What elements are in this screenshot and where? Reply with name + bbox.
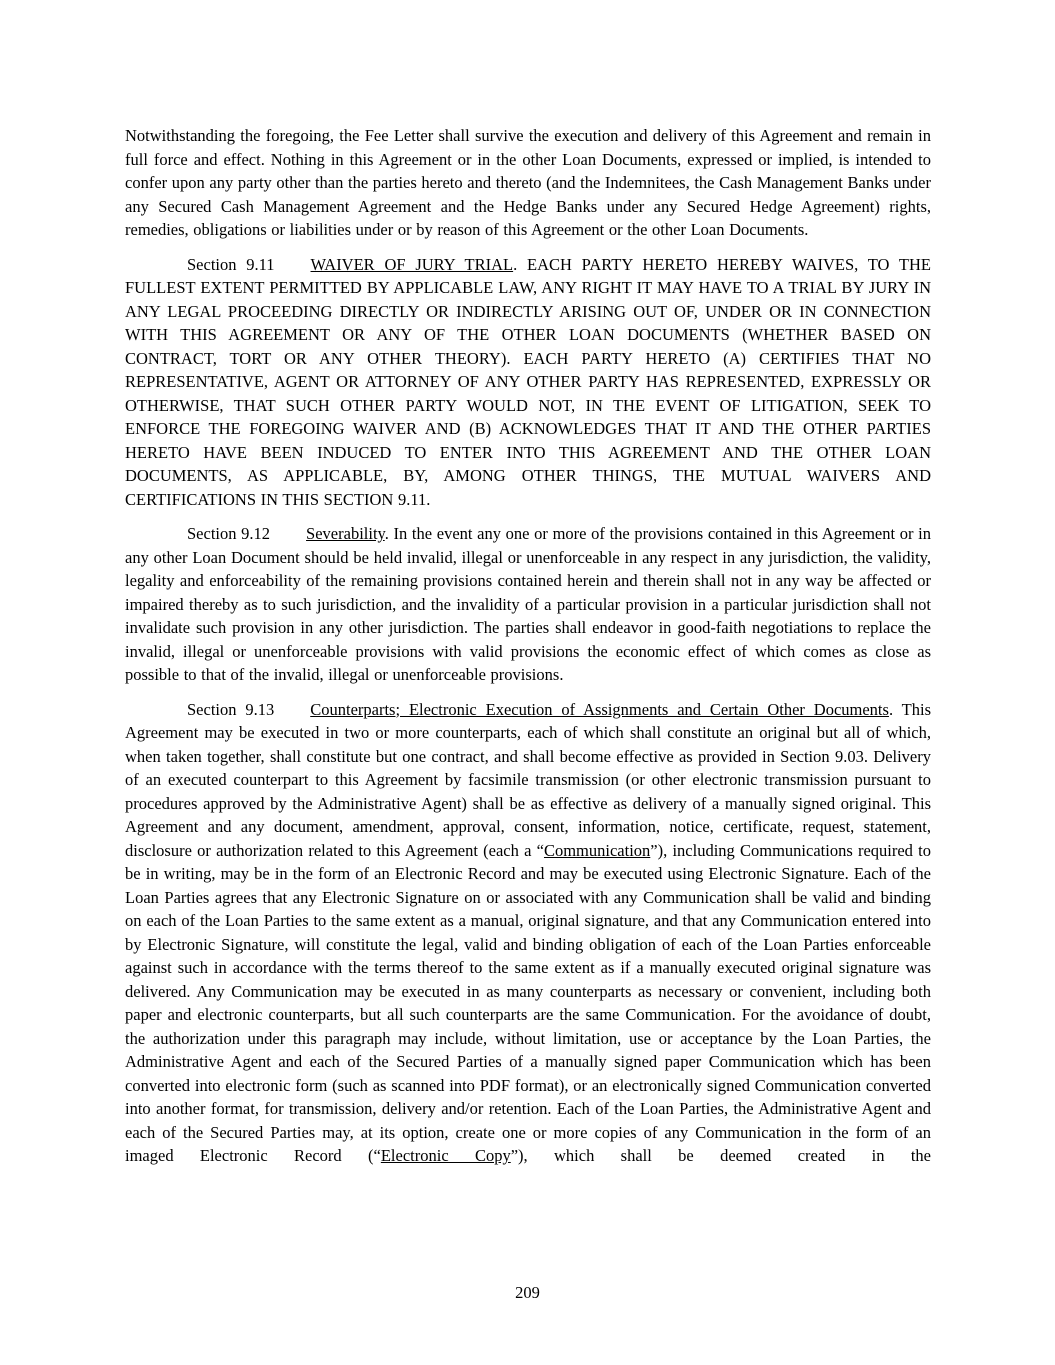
- section-heading: WAIVER OF JURY TRIAL: [310, 254, 514, 274]
- text-segment: . EACH PARTY HERETO HEREBY WAIVES, TO THE FULLEST EXTENT PERMITTED BY APPLICABLE LAW, ANY RIGHT IT MAY HAVE TO A TRIAL BY JURY IN ANY LEGAL PROCEEDING DIRECTLY OR INDIRECTLY ARISING OUT OF, UNDER OR IN CONNECTION WITH THIS AGREEMENT OR ANY OF THE OTHER LOAN DOCUMENTS (WHETHER BASED ON CONTRACT, TORT OR ANY OTHER THEORY). EACH PARTY HERETO (A) CERTIFIES THAT NO REPRESENTATIVE, AGENT OR ATTORNEY OF ANY OTHER PARTY HAS REPRESENTED, EXPRESSLY OR OTHERWISE, THAT SUCH OTHER PARTY WOULD NOT, IN THE EVENT OF LITIGATION, SEEK TO ENFORCE THE FOREGOING WAIVER AND (B) ACKNOWLEDGES THAT IT AND THE OTHER PARTIES HERETO HAVE BEEN INDUCED TO ENTER INTO THIS AGREEMENT AND THE OTHER LOAN DOCUMENTS, AS APPLICABLE, BY, AMONG OTHER THINGS, THE MUTUAL WAIVERS AND CERTIFICATIONS IN THIS SECTION 9.11.: [125, 254, 931, 509]
- paragraph-section-9-11: [125, 253, 931, 512]
- section-number: Section 9.13: [187, 699, 275, 719]
- section-heading: Severability: [306, 524, 385, 543]
- paragraph-fee-letter-survival: [125, 124, 931, 242]
- text-segment: . In the event any one or more of the provisions contained in this Agreement or in any other Loan Document should be held invalid, illegal or unenforceable in any respect in any jurisdiction, the validity, legality and enforceability of the remaining provisions contained herein and therein shall not in any way be affected or impaired thereby as to such jurisdiction, and the invalidity of a particular provision in a particular jurisdiction shall not invalidate such provision in any other jurisdiction. The parties shall endeavor in good-faith negotiations to replace the invalid, illegal or unenforceable provisions with valid provisions the economic effect of which comes as close as possible to that of the invalid, illegal or unenforceable provisions.: [125, 524, 931, 684]
- text-segment: Notwithstanding the foregoing, the Fee Letter shall survive the execution and delivery of this Agreement and remain in full force and effect. Nothing in this Agreement or in the other Loan Documents, expressed or implied, is intended to confer upon any party other than the parties hereto and thereto (and the Indemnitees, the Cash Management Banks under any Secured Cash Management Agreement and the Hedge Banks under any Secured Hedge Agreement) rights, remedies, obligations or liabilities under or by reason of this Agreement or the other Loan Documents.: [125, 126, 931, 239]
- section-number: Section 9.11: [187, 254, 275, 274]
- paragraph-section-9-13: [125, 698, 931, 1168]
- document-content: [125, 124, 931, 1179]
- defined-term: Electronic Copy: [380, 1146, 511, 1165]
- text-segment: . This Agreement may be executed in two or more counterparts, each of which shall constitute an original but all of which, when taken together, shall constitute but one contract, and shall become effective as provided in Section 9.03. Delivery of an executed counterpart to this Agreement by facsimile transmission (or other electronic transmission pursuant to procedures approved by the Administrative Agent) shall be as effective as delivery of a manually signed original. This Agreement and any document, amendment, approval, consent, information, notice, certificate, request, statement, disclosure or authorization related to this Agreement (each a “: [125, 699, 931, 860]
- text-segment: ”), which shall be deemed created in the: [510, 1146, 931, 1165]
- page-number: 209: [515, 1283, 540, 1302]
- defined-term: Communication: [543, 840, 651, 860]
- section-heading: Counterparts; Electronic Execution of Assignments and Certain Other Documents: [310, 699, 889, 719]
- paragraph-section-9-12: [125, 522, 931, 687]
- text-segment: ”), including Communications required to be in writing, may be in the form of an Electronic Record and may be executed using Electronic Signature. Each of the Loan Parties agrees that any Electronic Signature on or associated with any Communication shall be valid and binding on each of the Loan Parties to the same extent as a manual, original signature, and that any Communication entered into by Electronic Signature, will constitute the legal, valid and binding obligation of each of the Loan Parties enforceable against such in accordance with the terms thereof to the same extent as if a manually executed original signature was delivered. Any Communication may be executed in as many counterparts as necessary or convenient, including both paper and electronic counterparts, but all such counterparts are the same Communication. For the avoidance of doubt, the authorization under this paragraph may include, without limitation, use or acceptance by the Loan Parties, the Administrative Agent and each of the Secured Parties of a manually signed paper Communication which has been converted into electronic form (such as scanned into PDF format), or an electronically signed Communication converted into another format, for transmission, delivery and/or retention. Each of the Loan Parties, the Administrative Agent and each of the Secured Parties may, at its option, create one or more copies of any Communication in the form of an imaged Electronic Record (“: [125, 840, 931, 1165]
- section-number: Section 9.12: [187, 524, 271, 543]
